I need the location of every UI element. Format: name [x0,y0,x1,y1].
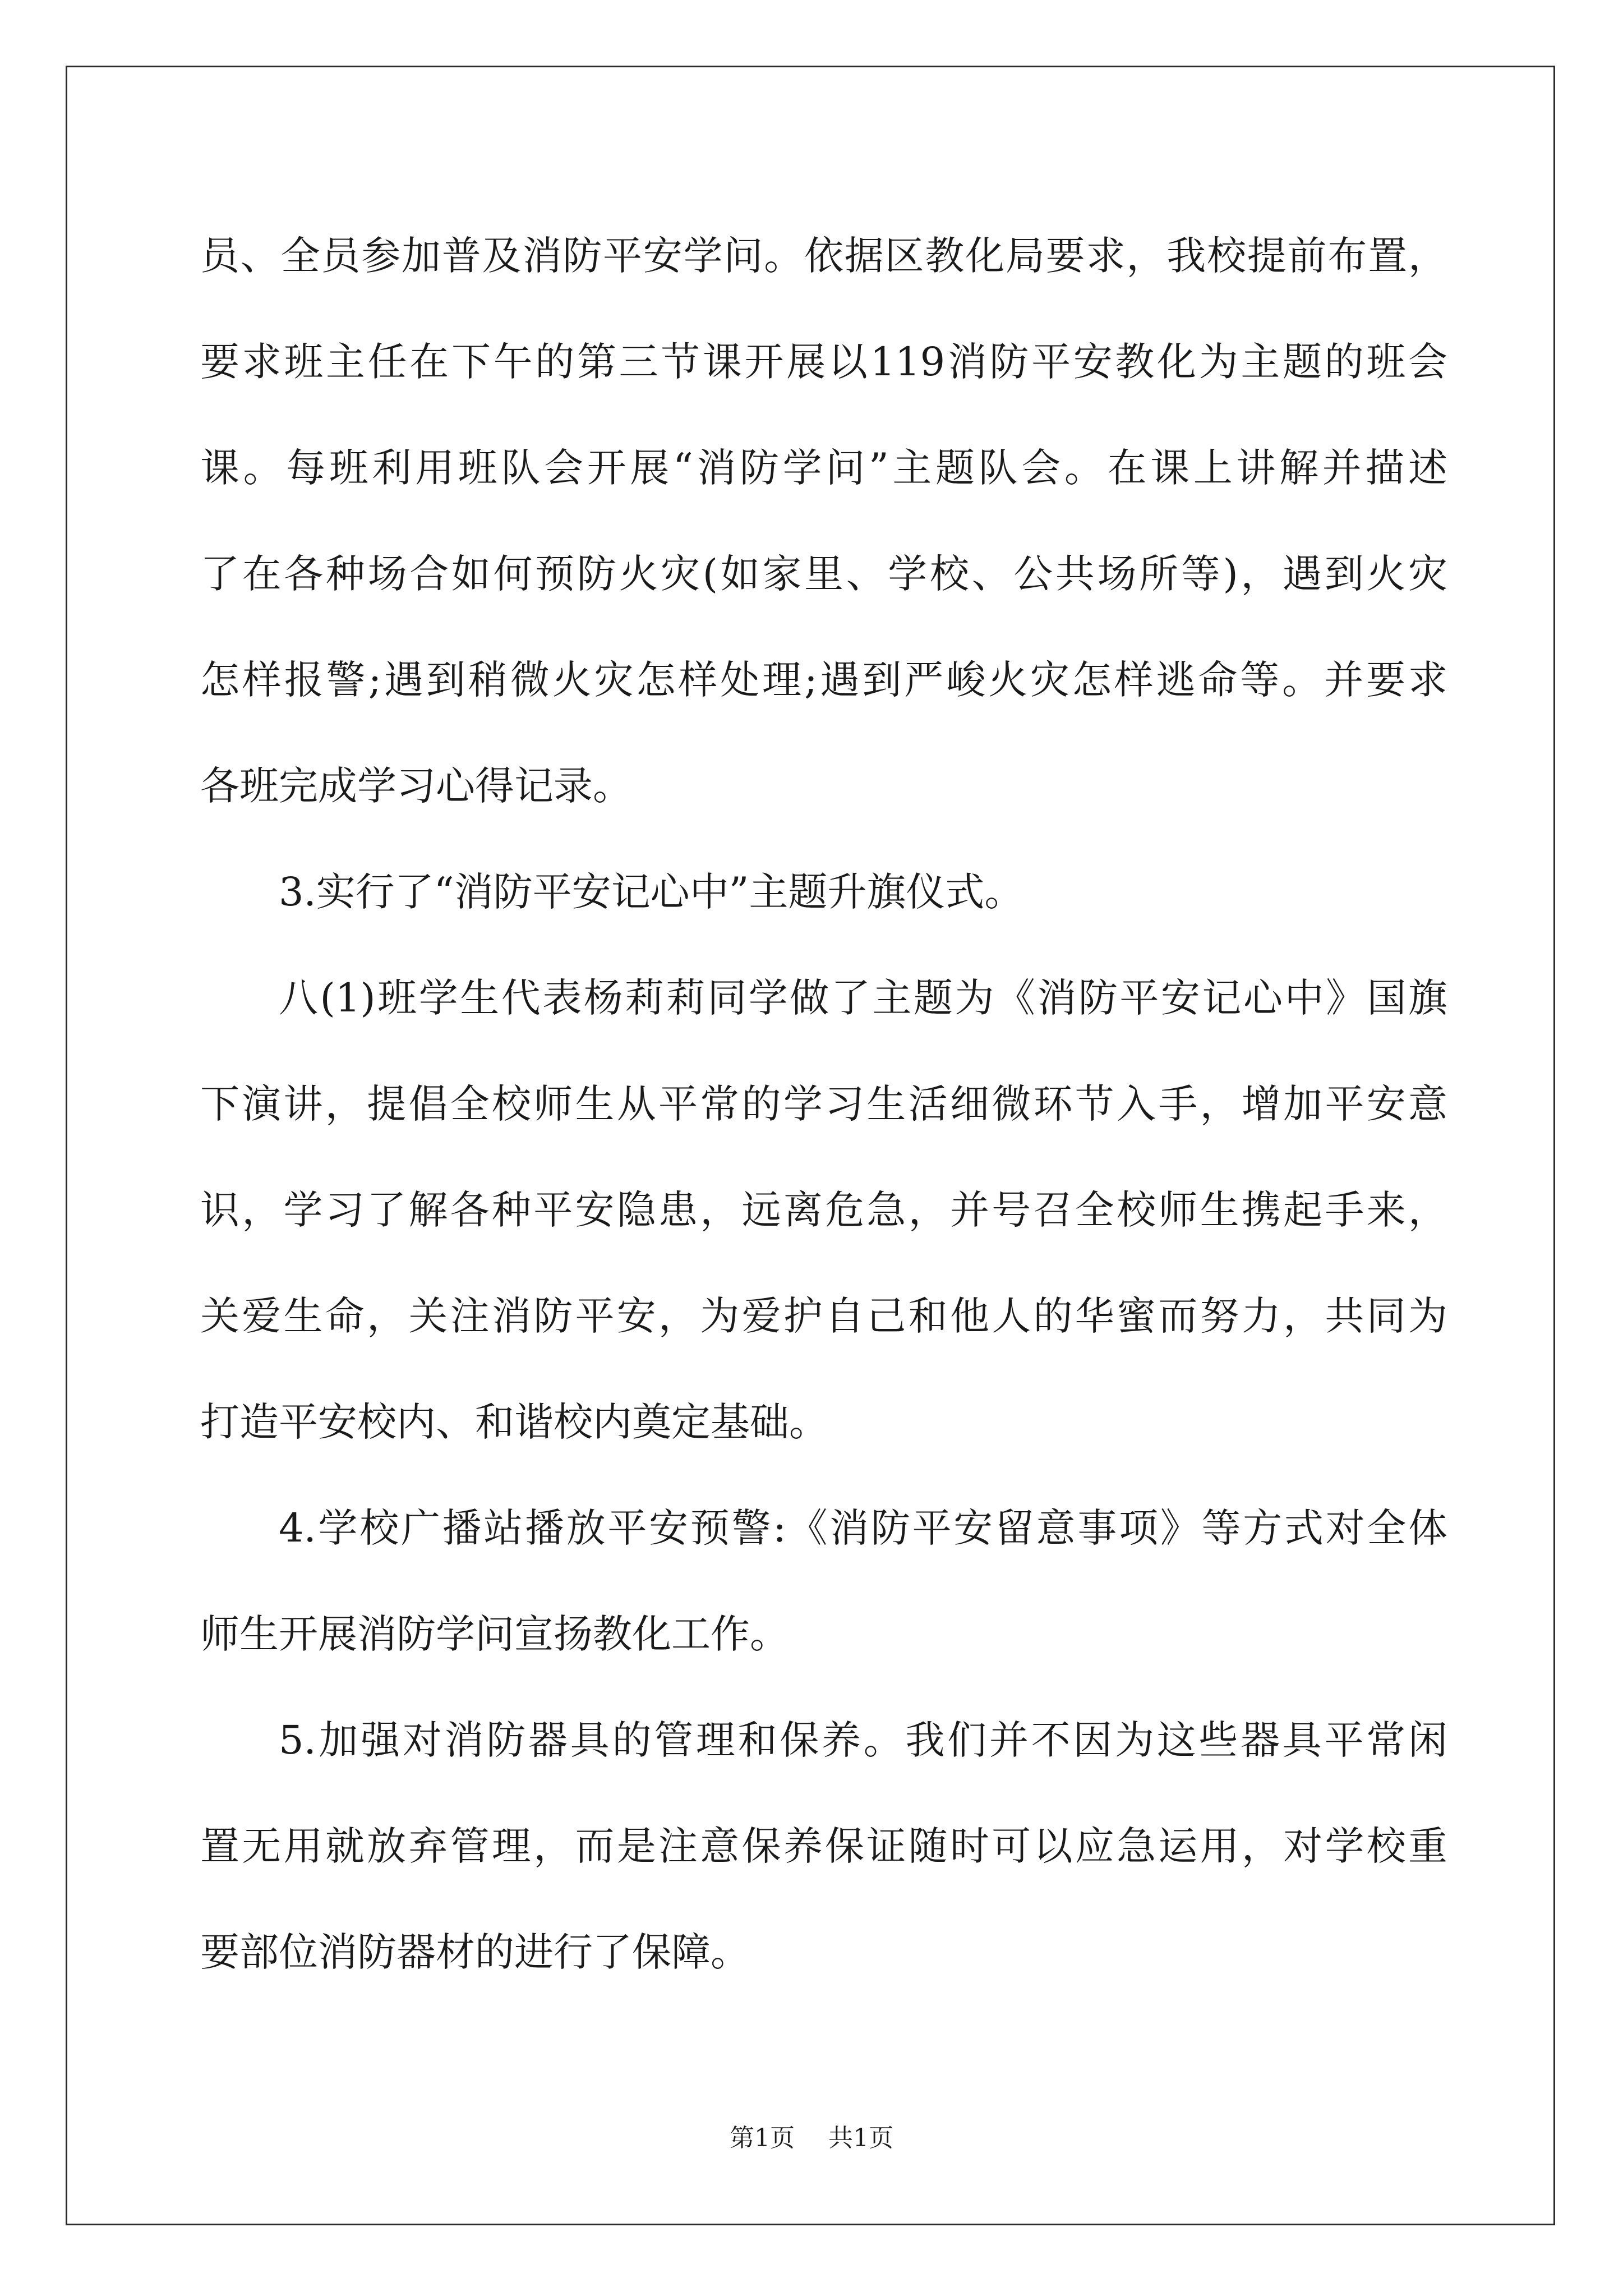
text-line: 课。每班利用班队会开展“消防学问”主题队会。在课上讲解并描述 [200,445,1447,491]
paragraph-5 [200,1687,1447,2005]
text-line: 置无用就放弃管理，而是注意保养保证随时可以应急运用，对学校重 [200,1823,1447,1869]
text-line: 怎样报警;遇到稍微火灾怎样处理;遇到严峻火灾怎样逃命等。并要求 [200,657,1447,703]
text-line: 打造平安校内、和谐校内奠定基础。 [200,1399,828,1445]
text-line: 5.加强对消防器具的管理和保养。我们并不因为这些器具平常闲 [279,1717,1447,1763]
text-line: 要求班主任在下午的第三节课开展以119消防平安教化为主题的班会 [200,339,1447,385]
text-line: 各班完成学习心得记录。 [200,763,632,809]
text-line: 关爱生命，关注消防平安，为爱护自己和他人的华蜜而努力，共同为 [200,1293,1447,1339]
text-line: 识，学习了解各种平安隐患，远离危急，并号召全校师生携起手来， [200,1187,1447,1233]
page-number: 第1页 [730,2124,795,2152]
text-line: 八(1)班学生代表杨莉莉同学做了主题为《消防平安记心中》国旗 [279,975,1447,1021]
page-total: 共1页 [828,2124,893,2152]
text-line: 下演讲，提倡全校师生从平常的学习生活细微环节入手，增加平安意 [200,1081,1447,1127]
text-line: 要部位消防器材的进行了保障。 [200,1929,750,1975]
text-line: 了在各种场合如何预防火灾(如家里、学校、公共场所等)，遇到火灾 [200,551,1447,597]
page-footer [0,2123,1623,2154]
text-line: 4.学校广播站播放平安预警:《消防平安留意事项》等方式对全体 [279,1505,1447,1551]
text-line: 师生开展消防学问宣扬教化工作。 [200,1611,789,1657]
paragraph-3 [200,945,1447,1475]
paragraph-4 [200,1475,1447,1687]
paragraph-2 [200,839,1447,945]
text-line: 员、全员参加普及消防平安学问。依据区教化局要求，我校提前布置， [200,233,1447,279]
document-body [200,203,1447,2005]
paragraph-1 [200,203,1447,839]
text-line: 3.实行了“消防平安记心中”主题升旗仪式。 [279,869,1024,915]
